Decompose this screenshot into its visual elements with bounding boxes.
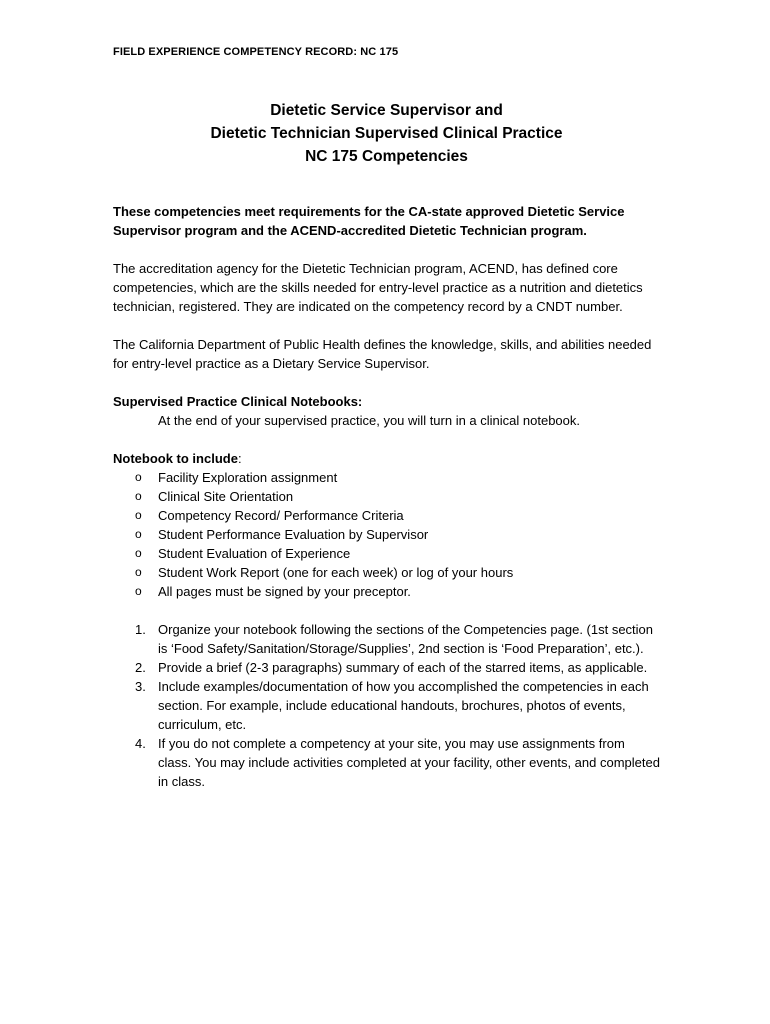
include-heading — [113, 449, 660, 468]
instruction-number: 3. — [135, 679, 146, 694]
instruction-text: Include examples/documentation of how you accomplished the competencies in each section. For example, include educational handouts, brochures, photos of events, curriculum, etc. — [158, 679, 649, 732]
list-item — [113, 506, 660, 525]
instruction-text: If you do not complete a competency at your site, you may use assignments from class. You may include activities completed at your facility, other events, and completed in class. — [158, 736, 660, 789]
instruction-number: 1. — [135, 622, 146, 637]
bullet-mark: o — [135, 565, 142, 579]
instruction-item — [113, 677, 660, 734]
bullet-mark: o — [135, 584, 142, 598]
list-item-text: Facility Exploration assignment — [158, 470, 338, 485]
bullet-mark: o — [135, 470, 142, 484]
bullet-mark: o — [135, 508, 142, 522]
cdph-paragraph: The California Department of Public Health defines the knowledge, skills, and abilities needed for entry-level practice as a Dietary Service Supervisor. — [113, 337, 652, 371]
list-item-text: Student Work Report (one for each week) or log of your hours — [158, 565, 514, 580]
list-item-text: Clinical Site Orientation — [158, 489, 294, 504]
list-item-text: Student Performance Evaluation by Supervisor — [158, 527, 429, 542]
instruction-item — [113, 734, 660, 791]
bullet-mark: o — [135, 489, 142, 503]
instruction-number: 4. — [135, 736, 146, 751]
notebooks-heading: Supervised Practice Clinical Notebooks: — [113, 394, 363, 409]
record-header: FIELD EXPERIENCE COMPETENCY RECORD: NC 175 — [113, 46, 399, 58]
instruction-text: Organize your notebook following the sections of the Competencies page. (1st section is ‘Food Safety/Sanitation/Storage/Supplies’, 2nd section is ‘Food Preparation’, etc.). — [158, 622, 654, 656]
list-item — [113, 544, 660, 563]
instruction-item — [113, 620, 660, 658]
notebooks-text: At the end of your supervised practice, you will turn in a clinical notebook. — [158, 413, 581, 428]
list-item — [113, 487, 660, 506]
title-line-1: Dietetic Service Supervisor and — [270, 102, 503, 119]
list-item — [113, 582, 660, 601]
include-heading-label: Notebook to include — [113, 451, 238, 466]
include-list — [113, 468, 660, 601]
list-item-text: Student Evaluation of Experience — [158, 546, 351, 561]
list-item — [113, 468, 660, 487]
title-line-2: Dietetic Technician Supervised Clinical Practice — [210, 125, 563, 142]
include-heading-colon: : — [237, 451, 242, 466]
instruction-number: 2. — [135, 660, 146, 675]
document-title — [113, 99, 660, 168]
instruction-text: Provide a brief (2-3 paragraphs) summary of each of the starred items, as applicable. — [158, 660, 648, 675]
title-line-3: NC 175 Competencies — [305, 148, 468, 165]
bullet-mark: o — [135, 546, 142, 560]
list-item-text: All pages must be signed by your preceptor. — [158, 584, 411, 599]
list-item — [113, 563, 660, 582]
list-item-text: Competency Record/ Performance Criteria — [158, 508, 404, 523]
instruction-item — [113, 658, 660, 677]
acend-paragraph: The accreditation agency for the Dietetic Technician program, ACEND, has defined core competencies, which are the skills needed for entry-level practice as a nutrition and dietetics technician, registered. They are indicated on the competency record by a CNDT number. — [113, 261, 643, 314]
instructions-list — [113, 620, 660, 791]
requirements-statement: These competencies meet requirements for the CA-state approved Dietetic Service Supervisor program and the ACEND-accredited Dietetic Technician program. — [113, 204, 625, 238]
list-item — [113, 525, 660, 544]
bullet-mark: o — [135, 527, 142, 541]
